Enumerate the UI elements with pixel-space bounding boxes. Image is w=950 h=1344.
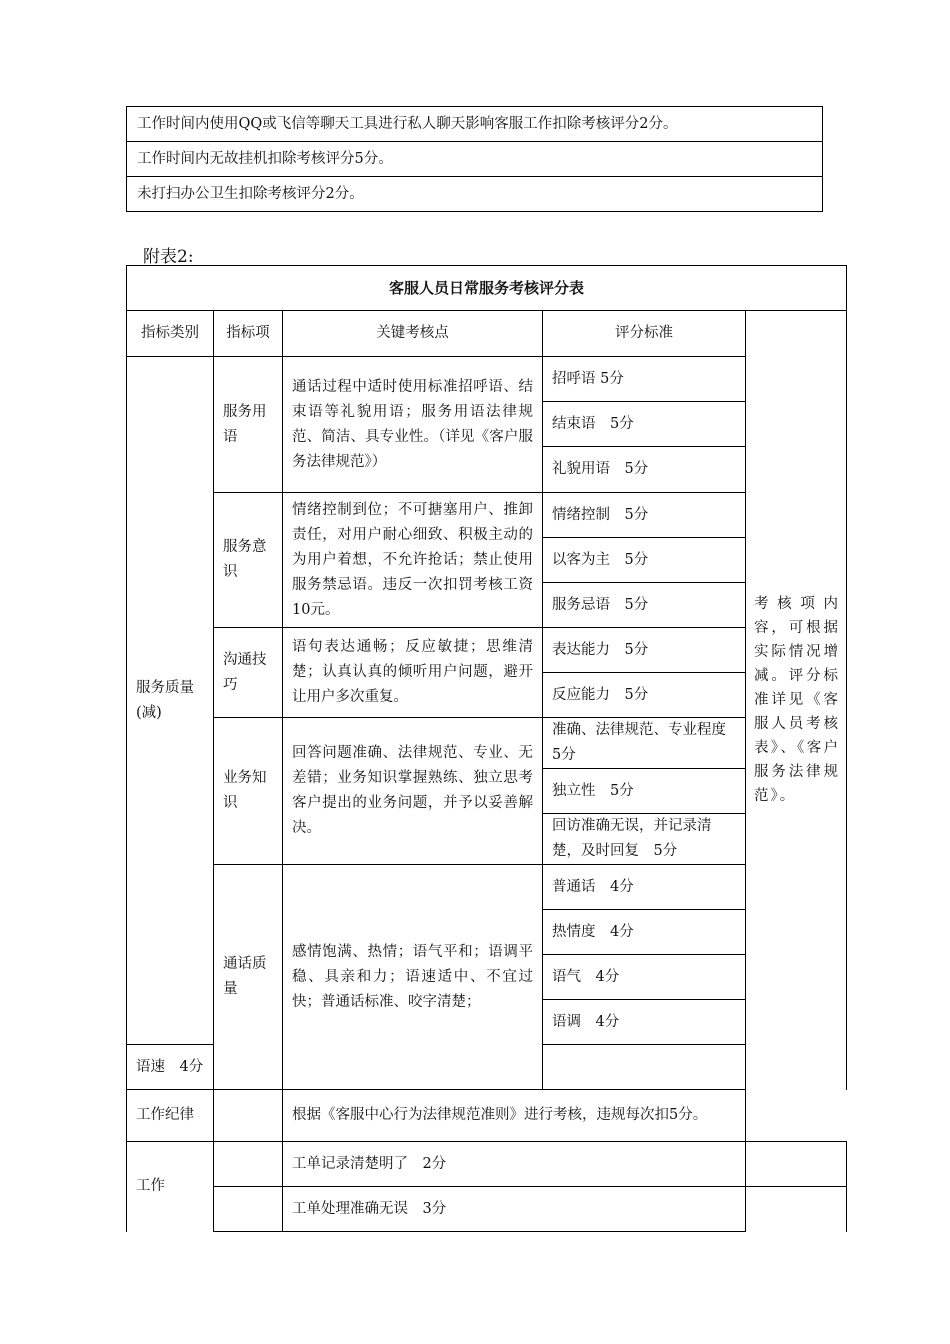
- item-service-awareness: 服务意识: [214, 493, 283, 628]
- table-row: [127, 865, 847, 910]
- standard-cell: 服务忌语 5分: [543, 583, 746, 628]
- header-item: 指标项: [214, 311, 283, 357]
- standard-cell: 以客为主 5分: [543, 538, 746, 583]
- empty-note-cell: [746, 1142, 847, 1187]
- rule-text: 工作时间内无故挂机扣除考核评分5分。: [127, 142, 823, 177]
- standard-cell: 语速 4分: [127, 1045, 214, 1090]
- key-point-call-quality: 感情饱满、热情；语气平和；语调平稳、具亲和力；语速适中、不宜过快；普通话标准、咬字清楚；: [283, 865, 543, 1090]
- key-point-communication: 语句表达通畅；反应敏捷；思维清楚；认真认真的倾听用户问题，避开让用户多次重复。: [283, 628, 543, 718]
- work-standard-cell: 工单处理准确无误 3分: [283, 1187, 746, 1232]
- table-row: [127, 266, 847, 311]
- appendix-label: 附表2:: [143, 247, 194, 267]
- standard-cell: 结束语 5分: [543, 402, 746, 447]
- standard-cell: 情绪控制 5分: [543, 493, 746, 538]
- table-row: [127, 107, 823, 142]
- header-category: 指标类别: [127, 311, 214, 357]
- item-communication: 沟通技巧: [214, 628, 283, 718]
- service-assessment-table: [126, 265, 847, 1232]
- rule-text: 未打扫办公卫生扣除考核评分2分。: [127, 177, 823, 212]
- standard-cell: 热情度 4分: [543, 910, 746, 955]
- table-title: 客服人员日常服务考核评分表: [127, 266, 847, 311]
- item-call-quality: 通话质量: [214, 865, 283, 1090]
- standard-cell: 准确、法律规范、专业程度 5分: [543, 718, 746, 769]
- empty-item-cell: [214, 1090, 283, 1142]
- table-header-row: [127, 311, 847, 357]
- empty-item-cell: [214, 1187, 283, 1232]
- table-row: [127, 357, 847, 402]
- category-work: 工作: [127, 1142, 214, 1232]
- standard-cell: 语调 4分: [543, 1000, 746, 1045]
- key-point-service-awareness: 情绪控制到位；不可搪塞用户、推卸责任，对用户耐心细致、积极主动的为用户着想，不允许抢话；禁止使用服务禁忌语。违反一次扣罚考核工资10元。: [283, 493, 543, 628]
- table-row: [127, 1090, 847, 1142]
- table-row: [127, 1187, 847, 1232]
- work-standard-cell: 工单记录清楚明了 2分: [283, 1142, 746, 1187]
- table-row: [127, 142, 823, 177]
- header-key-points: 关键考核点: [283, 311, 543, 357]
- key-point-service-language: 通话过程中适时使用标准招呼语、结束语等礼貌用语；服务用语法律规范、简洁、具专业性。（详见《客户服务法律规范》）: [283, 357, 543, 493]
- standard-cell: 普通话 4分: [543, 865, 746, 910]
- standard-cell: 招呼语 5分: [543, 357, 746, 402]
- item-business-knowledge: 业务知识: [214, 718, 283, 865]
- empty-item-cell: [214, 1142, 283, 1187]
- table-row: [127, 1142, 847, 1187]
- discipline-text: 根据《客服中心行为法律规范准则》进行考核，违规每次扣5分。: [283, 1090, 746, 1142]
- standard-cell: 表达能力 5分: [543, 628, 746, 673]
- item-service-language: 服务用语: [214, 357, 283, 493]
- prior-rules-table: [126, 106, 823, 212]
- category-work-discipline: 工作纪律: [127, 1090, 214, 1142]
- table-row: [127, 628, 847, 673]
- standard-cell: 礼貌用语 5分: [543, 447, 746, 493]
- standard-cell: 回访准确无误，并记录清楚，及时回复 5分: [543, 814, 746, 865]
- assessment-note: 考核项内容，可根据实际情况增减。评分标准详见《客服人员考核表》、《客户服务法律规范》。: [746, 311, 847, 1090]
- key-point-business-knowledge: 回答问题准确、法律规范、专业、无差错；业务知识掌握熟练、独立思考客户提出的业务问题，并予以妥善解决。: [283, 718, 543, 865]
- empty-note-cell: [746, 1187, 847, 1232]
- table-row: [127, 177, 823, 212]
- standard-cell: 独立性 5分: [543, 769, 746, 814]
- category-service-quality: 服务质量(减): [127, 357, 214, 1045]
- table-row: [127, 718, 847, 769]
- table-row: [127, 493, 847, 538]
- standard-cell: 反应能力 5分: [543, 673, 746, 718]
- header-standard: 评分标准: [543, 311, 746, 357]
- rule-text: 工作时间内使用QQ或飞信等聊天工具进行私人聊天影响客服工作扣除考核评分2分。: [127, 107, 823, 142]
- standard-cell: 语气 4分: [543, 955, 746, 1000]
